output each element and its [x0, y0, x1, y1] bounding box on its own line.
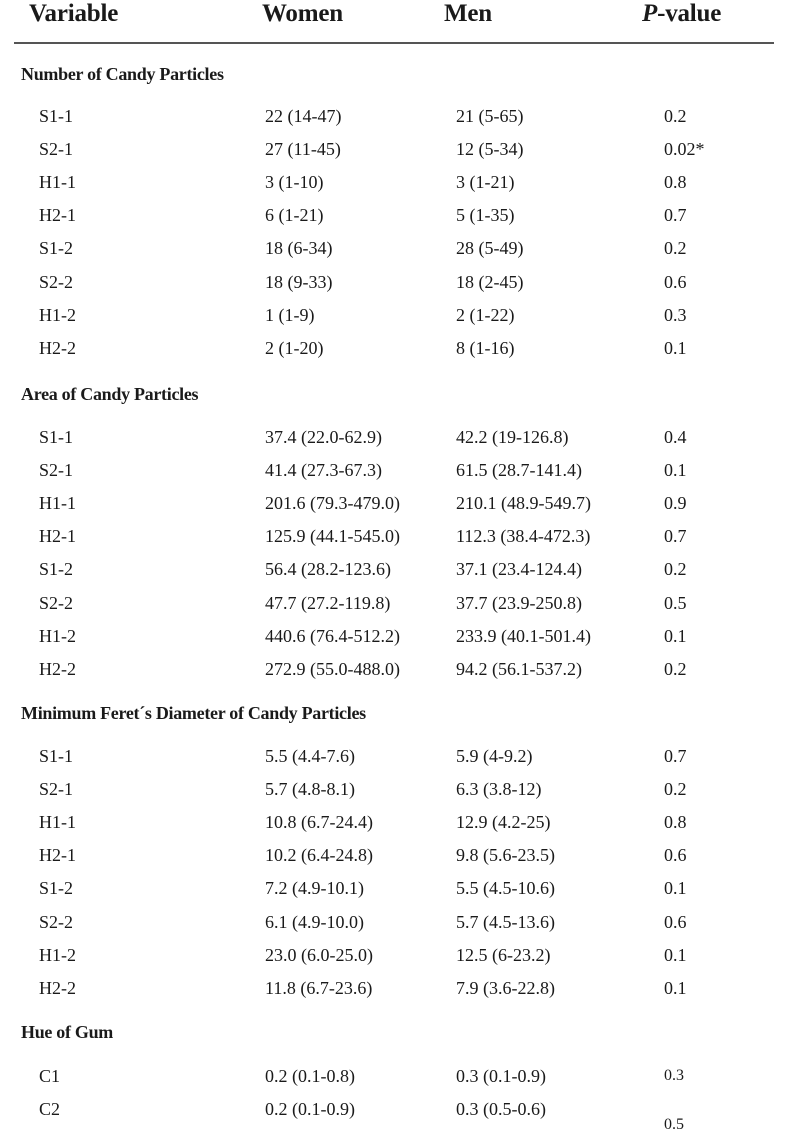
cell-women: 125.9 (44.1-545.0) — [265, 526, 400, 547]
cell-women: 6.1 (4.9-10.0) — [265, 911, 364, 932]
cell-variable: H1-1 — [39, 493, 76, 514]
cell-pvalue: 0.5 — [664, 1116, 684, 1134]
cell-variable: H2-2 — [39, 658, 76, 679]
cell-variable: S2-2 — [39, 271, 74, 292]
table-row — [0, 626, 803, 650]
cell-variable: H1-2 — [39, 944, 76, 965]
cell-men: 37.1 (23.4-124.4) — [456, 559, 582, 580]
cell-women: 22 (14-47) — [265, 106, 342, 126]
cell-women: 18 (9-33) — [265, 271, 333, 292]
cell-pvalue: 0.4 — [664, 427, 687, 447]
cell-men: 18 (2-45) — [456, 271, 524, 292]
table-row — [0, 493, 803, 517]
table-row — [0, 912, 803, 936]
cell-pvalue: 0.2 — [664, 559, 687, 580]
cell-men: 12.5 (6-23.2) — [456, 944, 551, 965]
cell-pvalue: 0.2 — [664, 779, 687, 800]
cell-variable: H1-1 — [39, 812, 76, 833]
cell-variable: H2-2 — [39, 337, 76, 358]
cell-women: 7.2 (4.9-10.1) — [265, 878, 364, 899]
cell-women: 11.8 (6.7-23.6) — [265, 977, 373, 998]
table-row — [0, 106, 803, 130]
table-row — [0, 272, 803, 296]
cell-men: 12.9 (4.2-25) — [456, 812, 551, 833]
header-women: Women — [262, 0, 343, 27]
table-row — [0, 238, 803, 262]
cell-women: 56.4 (28.2-123.6) — [265, 559, 391, 580]
cell-variable: H1-2 — [39, 625, 76, 646]
cell-women: 27 (11-45) — [265, 139, 341, 160]
cell-men: 5.7 (4.5-13.6) — [456, 911, 555, 932]
table-row — [0, 659, 803, 683]
cell-men: 0.3 (0.1-0.9) — [456, 1066, 546, 1086]
cell-men: 2 (1-22) — [456, 304, 515, 325]
cell-pvalue: 0.3 — [664, 304, 687, 325]
cell-variable: H2-2 — [39, 977, 76, 998]
cell-variable: S1-2 — [39, 238, 74, 259]
cell-men: 12 (5-34) — [456, 139, 524, 160]
cell-variable: H1-1 — [39, 172, 76, 193]
cell-women: 10.8 (6.7-24.4) — [265, 812, 373, 833]
table-row — [0, 305, 803, 329]
table-row — [0, 878, 803, 902]
cell-women: 3 (1-10) — [265, 172, 324, 193]
cell-variable: H2-1 — [39, 845, 76, 866]
cell-variable: S1-1 — [39, 427, 74, 447]
cell-women: 47.7 (27.2-119.8) — [265, 592, 391, 613]
cell-pvalue: 0.1 — [664, 337, 687, 358]
cell-women: 2 (1-20) — [265, 337, 324, 358]
cell-men: 3 (1-21) — [456, 172, 515, 193]
cell-pvalue: 0.2 — [664, 238, 687, 259]
header-variable: Variable — [29, 0, 119, 27]
table-row — [0, 593, 803, 617]
cell-men: 0.3 (0.5-0.6) — [456, 1099, 546, 1120]
cell-pvalue: 0.8 — [664, 812, 687, 833]
cell-pvalue: 0.6 — [664, 271, 687, 292]
cell-variable: S2-2 — [39, 911, 74, 932]
cell-men: 233.9 (40.1-501.4) — [456, 625, 591, 646]
cell-pvalue: 0.02* — [664, 139, 705, 160]
table-row — [0, 559, 803, 583]
cell-men: 28 (5-49) — [456, 238, 524, 259]
cell-women: 272.9 (55.0-488.0) — [265, 658, 400, 679]
table-row — [0, 460, 803, 484]
cell-pvalue: 0.5 — [664, 592, 687, 613]
cell-women: 1 (1-9) — [265, 304, 315, 325]
cell-women: 0.2 (0.1-0.8) — [265, 1066, 355, 1086]
table-row — [0, 746, 803, 770]
cell-men: 9.8 (5.6-23.5) — [456, 845, 555, 866]
cell-variable: S2-2 — [39, 592, 74, 613]
table-row — [0, 779, 803, 803]
table-row — [0, 338, 803, 362]
cell-women: 10.2 (6.4-24.8) — [265, 845, 373, 866]
header-rule — [14, 42, 774, 44]
cell-pvalue: 0.2 — [664, 658, 687, 679]
cell-pvalue: 0.1 — [664, 625, 687, 646]
header-pvalue-italic: P — [642, 0, 658, 27]
cell-variable: S1-1 — [39, 746, 74, 766]
cell-variable: H2-1 — [39, 526, 76, 547]
cell-variable: S2-1 — [39, 139, 74, 160]
cell-pvalue: 0.1 — [664, 878, 687, 899]
cell-pvalue: 0.7 — [664, 205, 687, 226]
cell-variable: C1 — [39, 1066, 61, 1086]
cell-variable: H1-2 — [39, 304, 76, 325]
cell-men: 94.2 (56.1-537.2) — [456, 658, 582, 679]
table-row — [0, 205, 803, 229]
cell-pvalue: 0.7 — [664, 526, 687, 547]
cell-variable: S2-1 — [39, 779, 74, 800]
cell-pvalue: 0.6 — [664, 845, 687, 866]
cell-pvalue: 0.1 — [664, 977, 687, 998]
table-row — [0, 1066, 803, 1090]
table-row — [0, 1099, 803, 1134]
cell-men: 6.3 (3.8-12) — [456, 779, 542, 800]
header-men: Men — [444, 0, 492, 27]
cell-women: 440.6 (76.4-512.2) — [265, 625, 400, 646]
table-row — [0, 845, 803, 869]
cell-pvalue: 0.3 — [664, 1067, 684, 1084]
cell-men: 5.5 (4.5-10.6) — [456, 878, 555, 899]
cell-pvalue: 0.2 — [664, 106, 687, 126]
cell-pvalue: 0.9 — [664, 493, 687, 514]
cell-variable: C2 — [39, 1099, 61, 1120]
cell-men: 8 (1-16) — [456, 337, 515, 358]
table-row — [0, 978, 803, 1002]
cell-men: 42.2 (19-126.8) — [456, 427, 569, 447]
section-title: Minimum Feret´s Diameter of Candy Particles — [21, 703, 366, 723]
cell-men: 61.5 (28.7-141.4) — [456, 460, 582, 481]
cell-men: 21 (5-65) — [456, 106, 524, 126]
section-title: Area of Candy Particles — [21, 384, 199, 404]
cell-women: 41.4 (27.3-67.3) — [265, 460, 382, 481]
cell-variable: S1-2 — [39, 559, 74, 580]
cell-variable: S1-1 — [39, 106, 74, 126]
table-row — [0, 526, 803, 550]
cell-women: 23.0 (6.0-25.0) — [265, 944, 373, 965]
header-pvalue-rest: -value — [657, 0, 722, 27]
cell-men: 112.3 (38.4-472.3) — [456, 526, 591, 547]
cell-variable: S2-1 — [39, 460, 74, 481]
cell-pvalue: 0.6 — [664, 911, 687, 932]
cell-variable: S1-2 — [39, 878, 74, 899]
table-row — [0, 172, 803, 196]
cell-women: 5.5 (4.4-7.6) — [265, 746, 355, 766]
cell-men: 7.9 (3.6-22.8) — [456, 977, 555, 998]
cell-women: 5.7 (4.8-8.1) — [265, 779, 355, 800]
table-row — [0, 945, 803, 969]
cell-women: 0.2 (0.1-0.9) — [265, 1099, 355, 1120]
cell-pvalue: 0.1 — [664, 944, 687, 965]
table-row — [0, 139, 803, 163]
cell-pvalue: 0.7 — [664, 746, 687, 766]
section-title: Hue of Gum — [21, 1022, 114, 1042]
header-pvalue — [642, 0, 721, 28]
cell-men: 37.7 (23.9-250.8) — [456, 592, 582, 613]
cell-women: 37.4 (22.0-62.9) — [265, 427, 382, 447]
table-row — [0, 427, 803, 451]
table-row — [0, 812, 803, 836]
cell-men: 5 (1-35) — [456, 205, 515, 226]
section-title: Number of Candy Particles — [21, 64, 224, 84]
cell-pvalue: 0.1 — [664, 460, 687, 481]
cell-men: 210.1 (48.9-549.7) — [456, 493, 591, 514]
cell-women: 6 (1-21) — [265, 205, 324, 226]
cell-pvalue: 0.8 — [664, 172, 687, 193]
cell-women: 201.6 (79.3-479.0) — [265, 493, 400, 514]
cell-women: 18 (6-34) — [265, 238, 333, 259]
cell-variable: H2-1 — [39, 205, 76, 226]
cell-men: 5.9 (4-9.2) — [456, 746, 533, 766]
